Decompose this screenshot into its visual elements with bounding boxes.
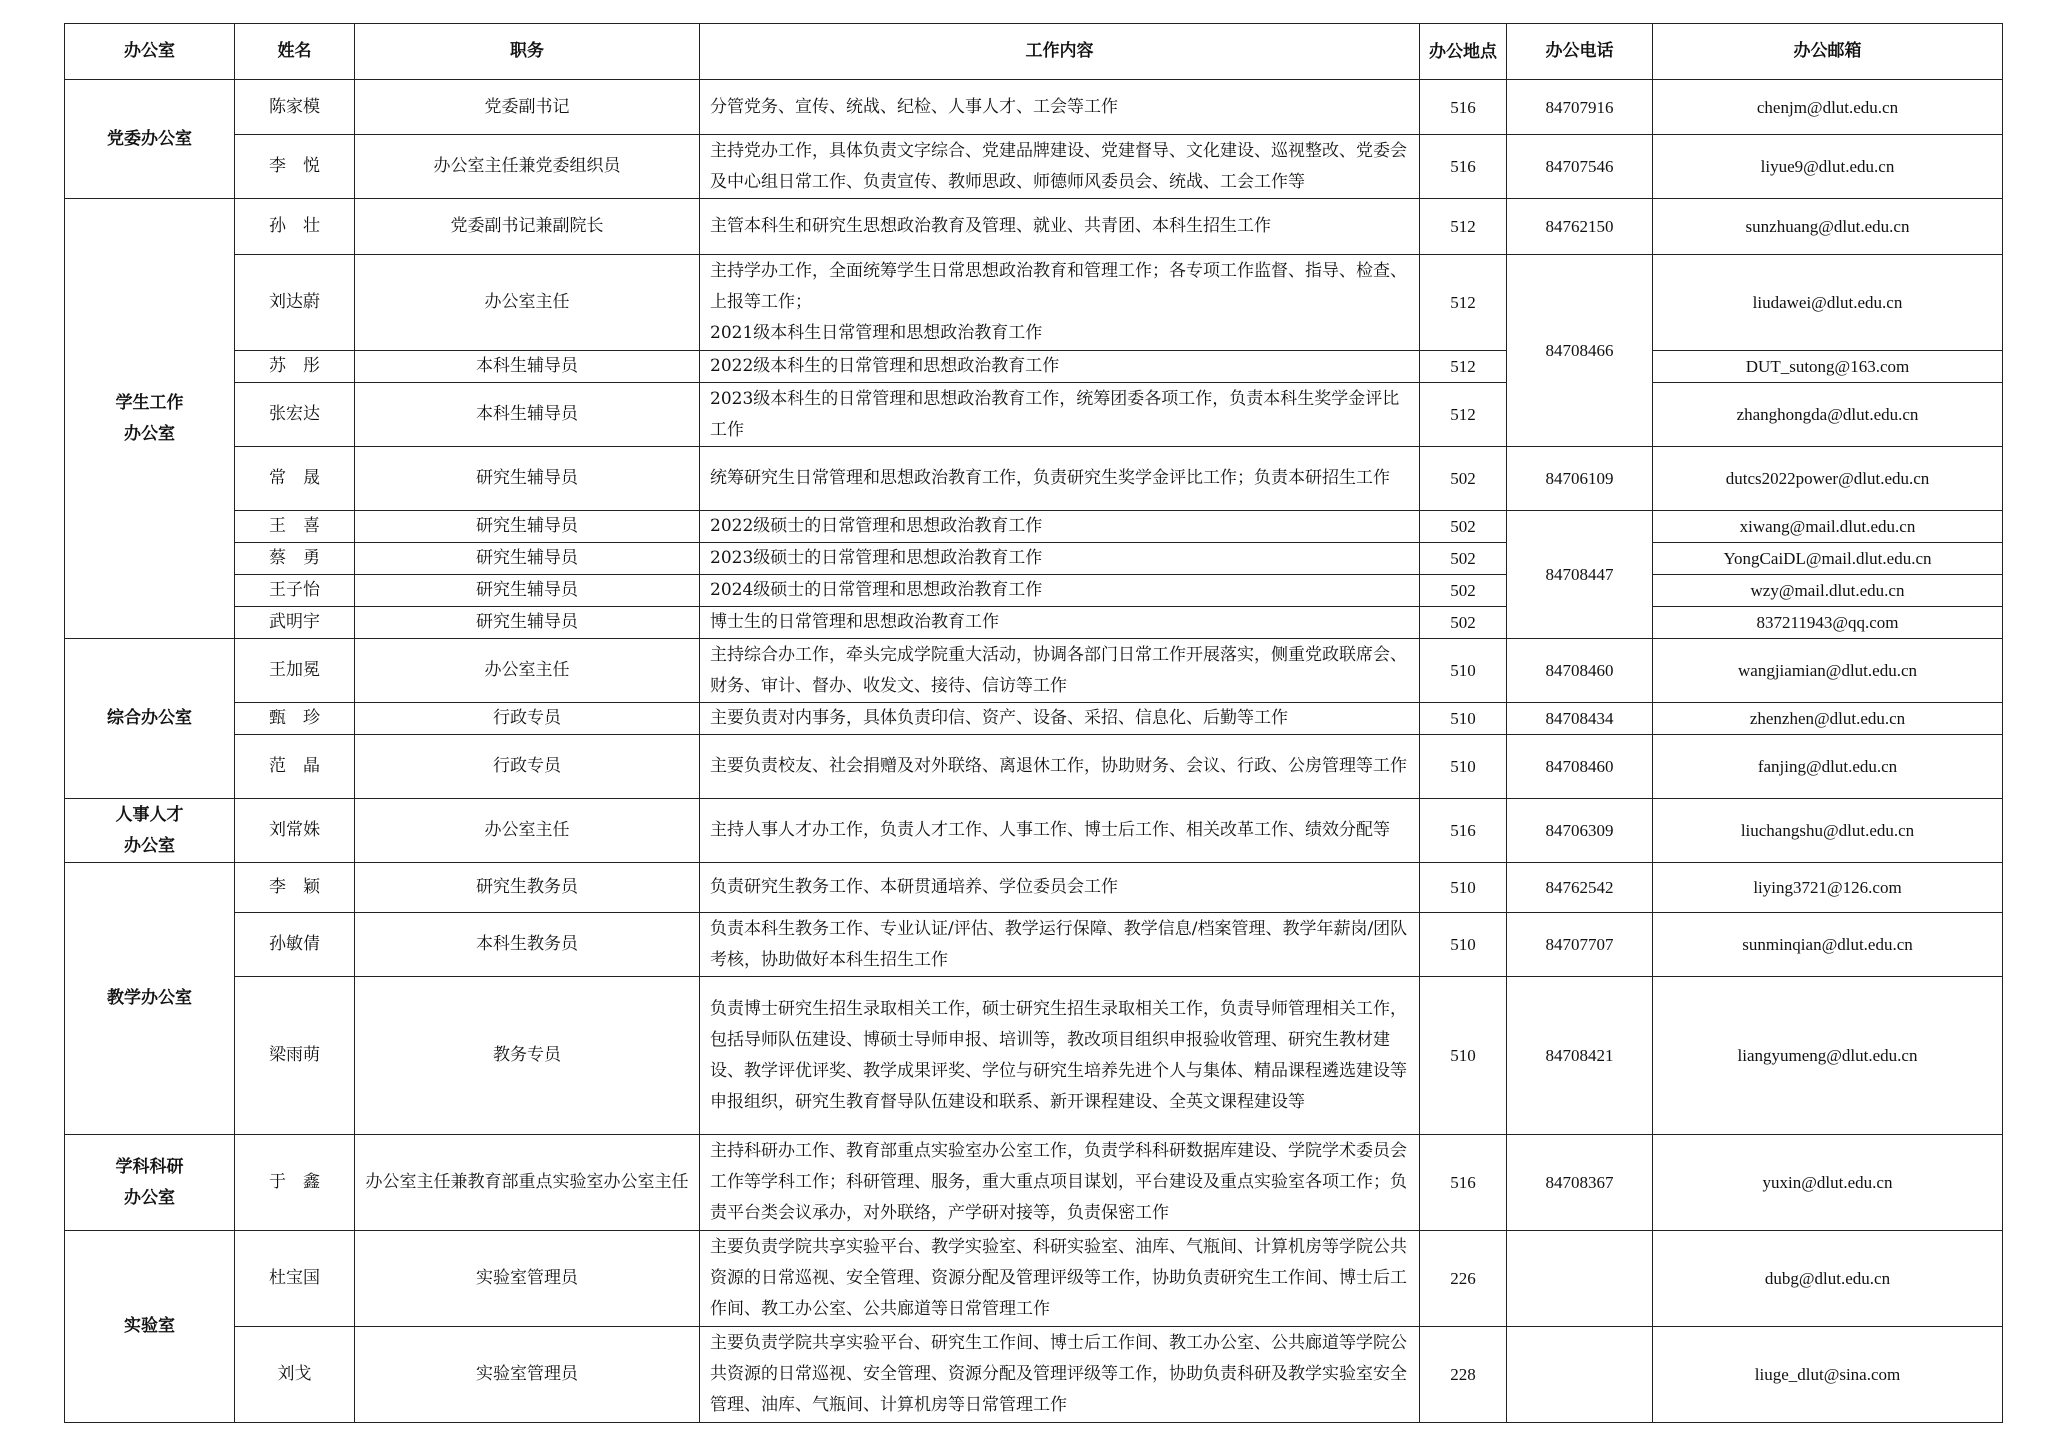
phone-shared-student-a: 84708466	[1507, 255, 1653, 447]
table-row	[65, 863, 2003, 913]
table-row	[65, 199, 2003, 255]
row-room: 512	[1420, 351, 1507, 383]
row-email: zhanghongda@dlut.edu.cn	[1653, 383, 2003, 447]
table-row	[65, 913, 2003, 977]
row-work: 主持综合办工作，牵头完成学院重大活动，协调各部门日常工作开展落实，侧重党政联席会、财务、审计、督办、收发文、接待、信访等工作	[700, 639, 1420, 703]
staff-directory-table	[64, 23, 2003, 1423]
row-title: 本科生辅导员	[355, 351, 700, 383]
row-title: 研究生辅导员	[355, 607, 700, 639]
office-teaching: 教学办公室	[65, 863, 235, 1135]
row-name: 甄 珍	[235, 703, 355, 735]
row-title: 行政专员	[355, 735, 700, 799]
row-email: dubg@dlut.edu.cn	[1653, 1231, 2003, 1327]
row-title: 本科生教务员	[355, 913, 700, 977]
row-phone: 84706309	[1507, 799, 1653, 863]
row-room: 516	[1420, 799, 1507, 863]
row-work: 2023级本科生的日常管理和思想政治教育工作，统筹团委各项工作，负责本科生奖学金评比工作	[700, 383, 1420, 447]
row-title: 本科生辅导员	[355, 383, 700, 447]
header-title: 职务	[355, 24, 700, 80]
row-phone: 84708434	[1507, 703, 1653, 735]
row-name: 孙 壮	[235, 199, 355, 255]
row-title: 实验室管理员	[355, 1231, 700, 1327]
row-title: 办公室主任兼教育部重点实验室办公室主任	[355, 1135, 700, 1231]
row-title: 实验室管理员	[355, 1327, 700, 1423]
row-phone: 84708460	[1507, 639, 1653, 703]
header-row	[65, 24, 2003, 80]
row-work: 2023级硕士的日常管理和思想政治教育工作	[700, 543, 1420, 575]
office-lab: 实验室	[65, 1231, 235, 1423]
row-title: 党委副书记兼副院长	[355, 199, 700, 255]
row-room: 226	[1420, 1231, 1507, 1327]
row-email: zhenzhen@dlut.edu.cn	[1653, 703, 2003, 735]
header-name: 姓名	[235, 24, 355, 80]
office-student: 学生工作 办公室	[65, 199, 235, 639]
phone-shared-student-b: 84708447	[1507, 511, 1653, 639]
row-name: 范 晶	[235, 735, 355, 799]
row-email: liuchangshu@dlut.edu.cn	[1653, 799, 2003, 863]
table-row	[65, 543, 2003, 575]
row-room: 502	[1420, 543, 1507, 575]
row-name: 于 鑫	[235, 1135, 355, 1231]
row-email: sunzhuang@dlut.edu.cn	[1653, 199, 2003, 255]
table-row	[65, 607, 2003, 639]
row-name: 刘达蔚	[235, 255, 355, 351]
row-name: 刘常姝	[235, 799, 355, 863]
row-name: 王子怡	[235, 575, 355, 607]
row-title: 研究生辅导员	[355, 447, 700, 511]
row-room: 502	[1420, 447, 1507, 511]
row-room: 510	[1420, 913, 1507, 977]
row-work: 主要负责学院共享实验平台、研究生工作间、博士后工作间、教工办公室、公共廊道等学院公共资源的日常巡视、安全管理、资源分配及管理评级等工作，协助负责科研及教学实验室安全管理、油库、气瓶间、计算机房等日常管理工作	[700, 1327, 1420, 1423]
row-email: 837211943@qq.com	[1653, 607, 2003, 639]
row-work: 主持党办工作，具体负责文字综合、党建品牌建设、党建督导、文化建设、巡视整改、党委会及中心组日常工作、负责宣传、教师思政、师德师风委员会、统战、工会工作等	[700, 135, 1420, 199]
row-name: 孙敏倩	[235, 913, 355, 977]
row-phone: 84708460	[1507, 735, 1653, 799]
row-phone: 84707546	[1507, 135, 1653, 199]
office-general: 综合办公室	[65, 639, 235, 799]
row-room: 510	[1420, 735, 1507, 799]
row-name: 武明宇	[235, 607, 355, 639]
row-work: 主要负责学院共享实验平台、教学实验室、科研实验室、油库、气瓶间、计算机房等学院公共资源的日常巡视、安全管理、资源分配及管理评级等工作，协助负责研究生工作间、博士后工作间、教工办公室、公共廊道等日常管理工作	[700, 1231, 1420, 1327]
table-row	[65, 575, 2003, 607]
row-work: 主要负责校友、社会捐赠及对外联络、离退休工作，协助财务、会议、行政、公房管理等工作	[700, 735, 1420, 799]
table-row	[65, 639, 2003, 703]
row-email: YongCaiDL@mail.dlut.edu.cn	[1653, 543, 2003, 575]
row-work: 主持科研办工作、教育部重点实验室办公室工作，负责学科科研数据库建设、学院学术委员会工作等学科工作；科研管理、服务，重大重点项目谋划，平台建设及重点实验室各项工作；负责平台类会议承办，对外联络，产学研对接等，负责保密工作	[700, 1135, 1420, 1231]
row-title: 研究生辅导员	[355, 575, 700, 607]
row-email: chenjm@dlut.edu.cn	[1653, 80, 2003, 135]
row-work: 主管本科生和研究生思想政治教育及管理、就业、共青团、本科生招生工作	[700, 199, 1420, 255]
row-title: 办公室主任	[355, 799, 700, 863]
row-name: 张宏达	[235, 383, 355, 447]
row-phone	[1507, 1327, 1653, 1423]
row-name: 王 喜	[235, 511, 355, 543]
office-party: 党委办公室	[65, 80, 235, 199]
row-name: 苏 彤	[235, 351, 355, 383]
table-row	[65, 80, 2003, 135]
table-row	[65, 1327, 2003, 1423]
row-room: 502	[1420, 511, 1507, 543]
row-room: 516	[1420, 135, 1507, 199]
row-name: 梁雨萌	[235, 977, 355, 1135]
row-email: fanjing@dlut.edu.cn	[1653, 735, 2003, 799]
row-email: liangyumeng@dlut.edu.cn	[1653, 977, 2003, 1135]
office-research: 学科科研 办公室	[65, 1135, 235, 1231]
office-hr: 人事人才 办公室	[65, 799, 235, 863]
header-room	[1420, 24, 1507, 80]
row-phone: 84706109	[1507, 447, 1653, 511]
table-row	[65, 135, 2003, 199]
table-row	[65, 703, 2003, 735]
row-work: 主持学办工作，全面统筹学生日常思想政治教育和管理工作；各专项工作监督、指导、检查、上报等工作； 2021级本科生日常管理和思想政治教育工作	[700, 255, 1420, 351]
row-email: xiwang@mail.dlut.edu.cn	[1653, 511, 2003, 543]
row-name: 蔡 勇	[235, 543, 355, 575]
row-work: 负责博士研究生招生录取相关工作，硕士研究生招生录取相关工作，负责导师管理相关工作，包括导师队伍建设、博硕士导师申报、培训等，教改项目组织申报验收管理、研究生教材建设、教学评优评奖、教学成果评奖、学位与研究生培养先进个人与集体、精品课程遴选建设等申报组织，研究生教育督导队伍建设和联系、新开课程建设、全英文课程建设等	[700, 977, 1420, 1135]
table-row	[65, 1135, 2003, 1231]
row-name: 王加冕	[235, 639, 355, 703]
row-phone: 84708367	[1507, 1135, 1653, 1231]
directory-sheet	[64, 23, 2002, 1423]
row-title: 办公室主任兼党委组织员	[355, 135, 700, 199]
row-email: dutcs2022power@dlut.edu.cn	[1653, 447, 2003, 511]
row-work: 统筹研究生日常管理和思想政治教育工作，负责研究生奖学金评比工作；负责本研招生工作	[700, 447, 1420, 511]
row-phone: 84762150	[1507, 199, 1653, 255]
row-email: wangjiamian@dlut.edu.cn	[1653, 639, 2003, 703]
row-email: DUT_sutong@163.com	[1653, 351, 2003, 383]
row-title: 党委副书记	[355, 80, 700, 135]
row-work: 2022级本科生的日常管理和思想政治教育工作	[700, 351, 1420, 383]
row-work: 负责本科生教务工作、专业认证/评估、教学运行保障、教学信息/档案管理、教学年薪岗/团队考核，协助做好本科生招生工作	[700, 913, 1420, 977]
row-email: liudawei@dlut.edu.cn	[1653, 255, 2003, 351]
header-work: 工作内容	[700, 24, 1420, 80]
table-row	[65, 799, 2003, 863]
row-name: 杜宝国	[235, 1231, 355, 1327]
row-room: 510	[1420, 977, 1507, 1135]
row-email: liyue9@dlut.edu.cn	[1653, 135, 2003, 199]
row-room: 228	[1420, 1327, 1507, 1423]
row-work: 博士生的日常管理和思想政治教育工作	[700, 607, 1420, 639]
row-room: 516	[1420, 80, 1507, 135]
table-row	[65, 351, 2003, 383]
row-work: 分管党务、宣传、统战、纪检、人事人才、工会等工作	[700, 80, 1420, 135]
row-title: 办公室主任	[355, 255, 700, 351]
row-phone	[1507, 1231, 1653, 1327]
row-name: 常 晟	[235, 447, 355, 511]
row-email: liying3721@126.com	[1653, 863, 2003, 913]
row-phone: 84708421	[1507, 977, 1653, 1135]
header-room-label: 办公地点	[1429, 41, 1497, 62]
row-title: 研究生教务员	[355, 863, 700, 913]
table-row	[65, 735, 2003, 799]
row-name: 陈家模	[235, 80, 355, 135]
row-room: 510	[1420, 639, 1507, 703]
row-phone: 84762542	[1507, 863, 1653, 913]
table-row	[65, 255, 2003, 351]
row-work: 负责研究生教务工作、本研贯通培养、学位委员会工作	[700, 863, 1420, 913]
row-room: 512	[1420, 199, 1507, 255]
table-row	[65, 1231, 2003, 1327]
row-phone: 84707916	[1507, 80, 1653, 135]
row-email: wzy@mail.dlut.edu.cn	[1653, 575, 2003, 607]
row-email: yuxin@dlut.edu.cn	[1653, 1135, 2003, 1231]
row-room: 510	[1420, 863, 1507, 913]
row-name: 刘戈	[235, 1327, 355, 1423]
table-row	[65, 511, 2003, 543]
row-room: 512	[1420, 383, 1507, 447]
row-title: 教务专员	[355, 977, 700, 1135]
row-work: 2024级硕士的日常管理和思想政治教育工作	[700, 575, 1420, 607]
row-work: 主要负责对内事务，具体负责印信、资产、设备、采招、信息化、后勤等工作	[700, 703, 1420, 735]
table-row	[65, 383, 2003, 447]
row-title: 行政专员	[355, 703, 700, 735]
row-room: 502	[1420, 575, 1507, 607]
row-email: liuge_dlut@sina.com	[1653, 1327, 2003, 1423]
header-email: 办公邮箱	[1653, 24, 2003, 80]
row-work: 主持人事人才办工作，负责人才工作、人事工作、博士后工作、相关改革工作、绩效分配等	[700, 799, 1420, 863]
header-office: 办公室	[65, 24, 235, 80]
row-work: 2022级硕士的日常管理和思想政治教育工作	[700, 511, 1420, 543]
row-room: 510	[1420, 703, 1507, 735]
table-row	[65, 977, 2003, 1135]
row-room: 516	[1420, 1135, 1507, 1231]
row-title: 办公室主任	[355, 639, 700, 703]
row-room: 512	[1420, 255, 1507, 351]
table-row	[65, 447, 2003, 511]
row-room: 502	[1420, 607, 1507, 639]
row-name: 李 颖	[235, 863, 355, 913]
row-title: 研究生辅导员	[355, 511, 700, 543]
row-phone: 84707707	[1507, 913, 1653, 977]
row-name: 李 悦	[235, 135, 355, 199]
row-title: 研究生辅导员	[355, 543, 700, 575]
header-phone: 办公电话	[1507, 24, 1653, 80]
row-email: sunminqian@dlut.edu.cn	[1653, 913, 2003, 977]
